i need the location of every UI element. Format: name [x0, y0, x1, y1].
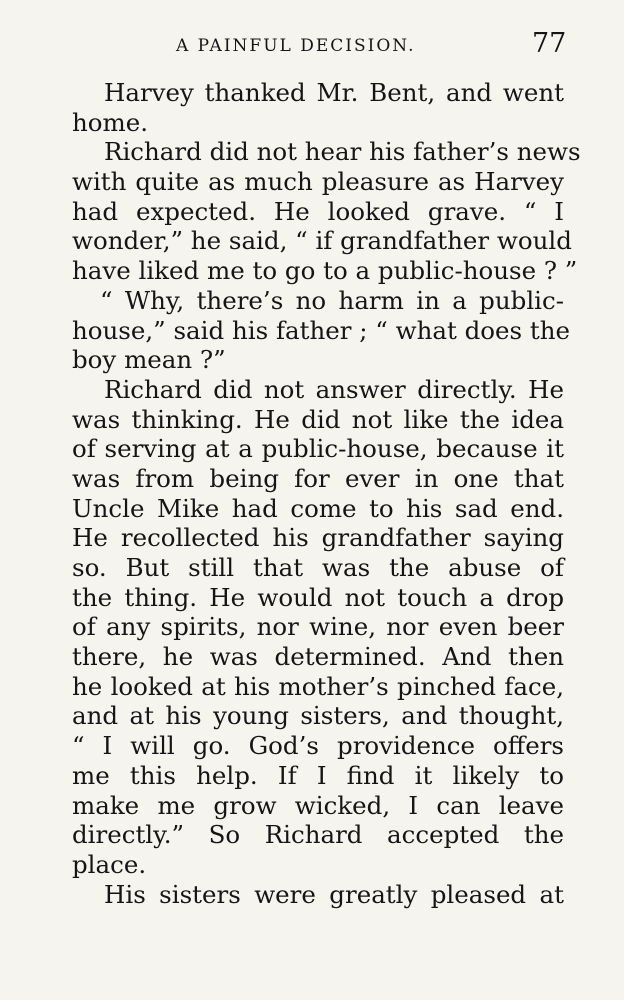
text-line: of any spirits, nor wine, nor even beer: [72, 612, 564, 642]
text-line: make me grow wicked, I can leave: [72, 790, 564, 820]
text-line: His sisters were greatly pleased at: [104, 879, 564, 909]
text-line: me this help. If I find it likely to: [72, 760, 564, 790]
text-line: Richard did not hear his father’s news: [104, 137, 581, 167]
text-line: wonder,” he said, “ if grandfather would: [72, 226, 572, 256]
text-line: was from being for ever in one that: [72, 463, 564, 493]
text-line: had expected. He looked grave. “ I: [72, 196, 564, 226]
text-line: “ I will go. God’s providence offers: [72, 731, 564, 761]
page-header: [0, 0, 624, 70]
text-line: and at his young sisters, and thought,: [72, 701, 564, 731]
text-line: the thing. He would not touch a drop: [72, 582, 564, 612]
text-line: home.: [72, 107, 149, 137]
text-line: with quite as much pleasure as Harvey: [72, 167, 564, 197]
text-line: Harvey thanked Mr. Bent, and went: [104, 78, 564, 107]
text-line: Richard did not answer directly. He: [104, 374, 564, 404]
text-line: house,” said his father ; “ what does the: [72, 315, 571, 345]
text-line: boy mean ?”: [72, 345, 226, 375]
body-text: [72, 78, 581, 909]
text-line: he looked at his mother’s pinched face,: [72, 671, 564, 701]
text-line: directly.” So Richard accepted the: [72, 820, 564, 850]
text-line: so. But still that was the abuse of: [72, 553, 564, 582]
text-line: there, he was determined. And then: [72, 642, 564, 672]
running-head: A PAINFUL DECISION.: [176, 36, 416, 56]
text-line: He recollected his grandfather saying: [72, 523, 564, 553]
text-line: place.: [72, 849, 147, 879]
page-number: 77: [532, 28, 567, 59]
text-line: of serving at a public-house, because it: [72, 434, 564, 464]
text-line: have liked me to go to a public-house ? ”: [72, 256, 578, 286]
text-line: Uncle Mike had come to his sad end.: [72, 493, 564, 523]
text-line: “ Why, there’s no harm in a public-: [100, 285, 564, 315]
text-line: was thinking. He did not like the idea: [72, 404, 564, 434]
